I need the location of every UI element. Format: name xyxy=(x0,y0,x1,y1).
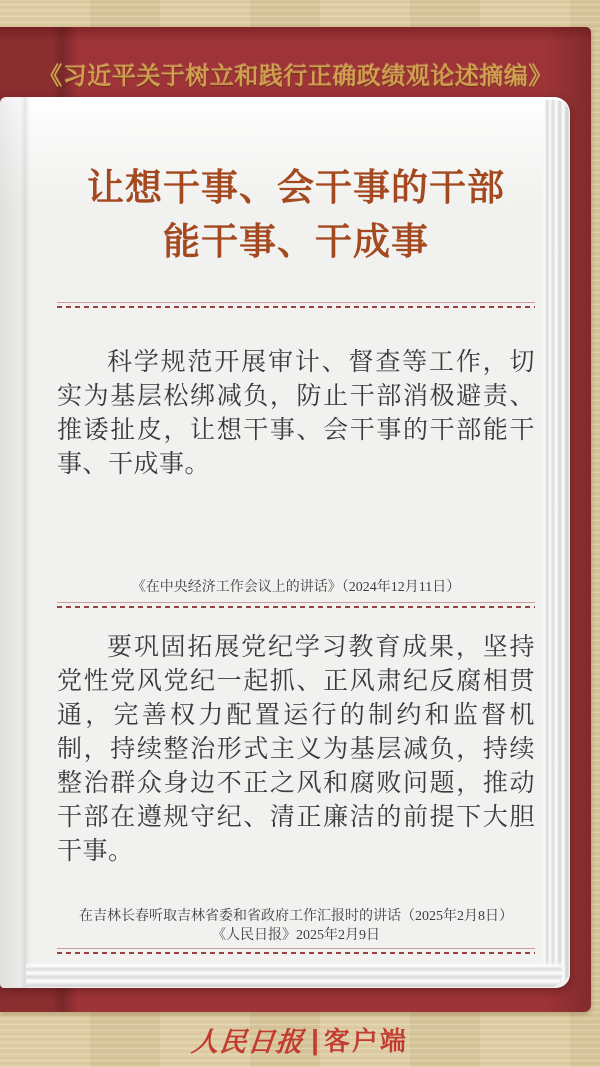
people-daily-masthead-logo: 人民日报 xyxy=(190,1027,306,1057)
citation-2-line2: 《人民日报》2025年2月9日 xyxy=(212,928,380,943)
book-banner-title: 《习近平关于树立和践行正确政绩观论述摘编》 xyxy=(38,64,553,90)
citation-2-line1: 在吉林长春听取吉林省委和省政府工作汇报时的讲话（2025年2月8日） xyxy=(79,909,513,924)
divider-middle xyxy=(57,602,535,610)
page-edge-bottom xyxy=(26,962,562,988)
page-fold-line xyxy=(20,97,29,988)
citation-2 xyxy=(57,907,535,945)
page-content xyxy=(57,97,535,956)
book-page xyxy=(0,97,570,988)
citation-1: 《在中央经济工作会议上的讲话》（2024年12月11日） xyxy=(131,580,461,595)
divider-bottom xyxy=(57,948,535,956)
divider-top xyxy=(57,302,535,310)
page-title-line1: 让想干事、会干事的干部 xyxy=(87,167,505,208)
footer-logo xyxy=(0,1012,600,1067)
page-title-line2: 能干事、干成事 xyxy=(163,221,429,262)
excerpt-paragraph-2: 要巩固拓展党纪学习教育成果，坚持党性党风党纪一起抓、正风肃纪反腐相贯通，完善权力配置运行的制约和监督机制，持续整治形式主义为基层减负，持续整治群众身边不正之风和腐败问题，推动干部在遵规守纪、清正廉洁的前提下大胆干事。 xyxy=(57,634,535,865)
client-label: 客户端 xyxy=(323,1026,408,1056)
page-title xyxy=(57,161,535,269)
excerpt-paragraph-1: 科学规范开展审计、督查等工作，切实为基层松绑减负，防止干部消极避责、推诿扯皮，让想干事、会干事的干部能干事、干成事。 xyxy=(57,349,535,478)
page-edge-right xyxy=(542,100,570,983)
logo-divider-bar: | xyxy=(311,1023,319,1055)
